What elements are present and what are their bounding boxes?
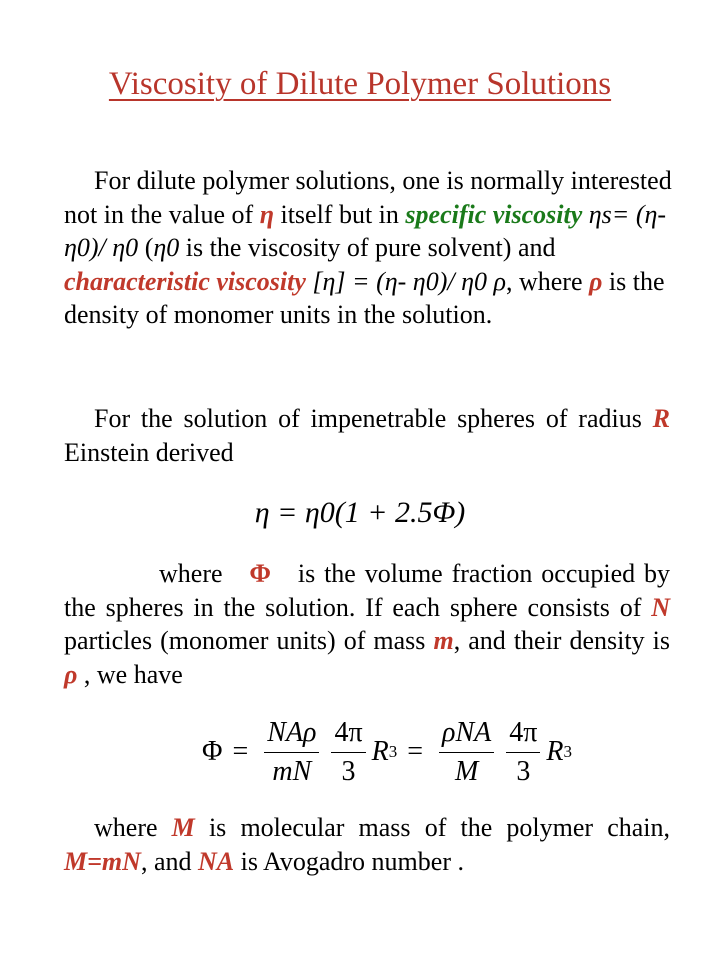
m-symbol: m bbox=[433, 626, 454, 655]
eq2-cube-exponent-2: 3 bbox=[563, 742, 572, 761]
fraction-numerator: 4π bbox=[331, 716, 365, 753]
fraction-denominator: M bbox=[454, 755, 479, 787]
p1-text-5: , where bbox=[505, 266, 583, 296]
fraction-4pi-over-3-second bbox=[506, 716, 540, 789]
fraction-numerator: 4π bbox=[506, 716, 540, 753]
eta-symbol: η bbox=[259, 199, 274, 229]
radius-symbol: R bbox=[652, 404, 671, 433]
rho-symbol-2: ρ bbox=[64, 659, 78, 689]
p4-text-1: where bbox=[94, 813, 158, 842]
paragraph-specific-viscosity bbox=[64, 164, 694, 332]
eq2-equals-1: = bbox=[232, 736, 249, 767]
fraction-rho-na-over-m bbox=[439, 716, 494, 789]
avogadro-symbol: NA bbox=[197, 846, 235, 876]
molecular-mass-relation: M=mN bbox=[64, 846, 141, 876]
einstein-equation: η = η0(1 + 2.5Φ) bbox=[254, 496, 466, 529]
fraction-denominator: 3 bbox=[516, 755, 531, 787]
eq2-equals-2: = bbox=[407, 736, 424, 767]
molecular-mass-symbol: M bbox=[171, 813, 195, 842]
paragraph-einstein bbox=[64, 402, 670, 469]
p2-text-2: Einstein derived bbox=[64, 437, 234, 467]
eta0-symbol: η0 bbox=[153, 233, 180, 262]
paragraph-molecular-mass bbox=[64, 811, 670, 878]
fraction-numerator: NAρ bbox=[264, 716, 319, 753]
p2-text-1: For the solution of impenetrable spheres of radius bbox=[94, 404, 642, 433]
p1-text-3: ( bbox=[144, 233, 154, 262]
eq2-lhs: Φ bbox=[202, 736, 223, 767]
fraction-na-rho-over-mn bbox=[264, 716, 319, 789]
fraction-denominator: 3 bbox=[341, 755, 356, 787]
term-specific-viscosity: specific viscosity bbox=[405, 199, 583, 229]
eq2-radius: R bbox=[371, 736, 389, 767]
p4-text-2: is molecular mass of the polymer chain, bbox=[208, 813, 671, 842]
fraction-numerator: ρNA bbox=[439, 716, 494, 753]
term-characteristic: characteristic bbox=[64, 266, 210, 296]
volume-fraction-equation bbox=[202, 707, 572, 797]
slide-title: Viscosity of Dilute Polymer Solutions bbox=[108, 66, 612, 102]
eq2-radius-2: R bbox=[546, 736, 564, 767]
eq2-cube-exponent: 3 bbox=[388, 742, 398, 761]
n-symbol: N bbox=[651, 592, 670, 622]
equation-specific-viscosity: ηs= (η- η0)/ η0 bbox=[64, 199, 667, 262]
p3-text-4: , and their density is bbox=[453, 626, 670, 655]
p3-text-3: particles (monomer units) of mass bbox=[64, 626, 426, 655]
term-viscosity: viscosity bbox=[216, 266, 306, 296]
p1-text-6: is the density of monomer units in the solution. bbox=[64, 266, 665, 329]
p3-text-5: , we have bbox=[83, 659, 183, 689]
phi-symbol: Φ bbox=[249, 559, 271, 588]
p1-text-1: For dilute polymer solutions, one is normally interested not in the value of bbox=[64, 166, 672, 229]
paragraph-volume-fraction bbox=[64, 557, 670, 691]
p1-text-2: itself but in bbox=[280, 199, 399, 229]
p3-text-2: is the volume fraction occupied by the spheres in the solution. If each sphere consists of bbox=[64, 559, 671, 622]
rho-symbol: ρ bbox=[588, 266, 603, 296]
equation-characteristic-viscosity: [η] = (η- η0)/ η0 ρ bbox=[312, 266, 506, 296]
p1-text-4: is the viscosity of pure solvent) and bbox=[185, 233, 556, 262]
p4-text-4: is Avogadro number . bbox=[240, 846, 464, 876]
p4-text-3: , and bbox=[140, 846, 192, 876]
p3-text-1: where bbox=[159, 559, 223, 588]
fraction-denominator: mN bbox=[272, 755, 312, 787]
fraction-4pi-over-3 bbox=[331, 716, 365, 789]
